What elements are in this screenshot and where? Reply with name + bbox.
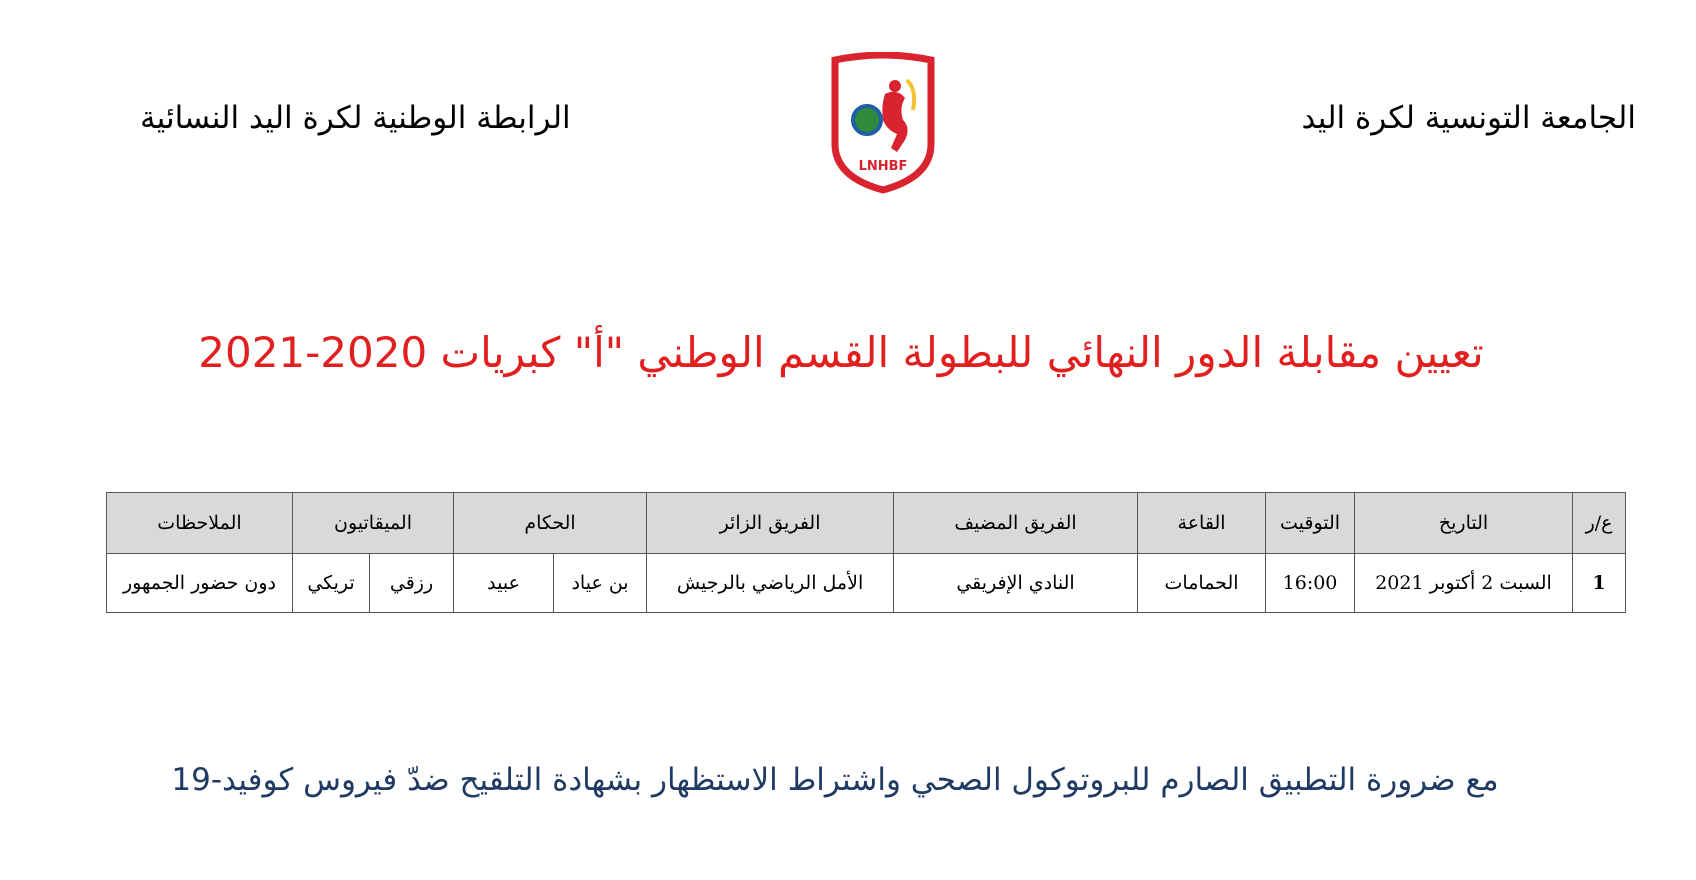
league-logo	[823, 52, 943, 194]
header-num: ع/ر	[1573, 493, 1626, 554]
cell-venue: الحمامات	[1138, 554, 1266, 613]
table-row	[107, 554, 1626, 613]
cell-away-team: الأمل الرياضي بالرجيش	[647, 554, 894, 613]
cell-timekeeper-2: تريكي	[293, 554, 370, 613]
cell-date: السبت 2 أكتوبر 2021	[1355, 554, 1573, 613]
page-title	[0, 328, 1696, 377]
page-title-text: تعيين مقابلة الدور النهائي للبطولة القسم الوطني "أ" كبريات 2020-2021	[198, 328, 1484, 377]
health-protocol-note	[0, 762, 1696, 798]
league-name: الرابطة الوطنية لكرة اليد النسائية	[140, 100, 571, 136]
cell-time: 16:00	[1266, 554, 1355, 613]
header-home-team: الفريق المضيف	[894, 493, 1138, 554]
header-away-team: الفريق الزائر	[647, 493, 894, 554]
cell-notes: دون حضور الجمهور	[107, 554, 293, 613]
header-date: التاريخ	[1355, 493, 1573, 554]
header-notes: الملاحظات	[107, 493, 293, 554]
table-header-row	[107, 493, 1626, 554]
cell-referee-2: عبيد	[454, 554, 554, 613]
header-time: التوقيت	[1266, 493, 1355, 554]
header-venue: القاعة	[1138, 493, 1266, 554]
health-protocol-text: مع ضرورة التطبيق الصارم للبروتوكول الصحي واشتراط الاستظهار بشهادة التلقيح ضدّ فيروس كوفيد-19	[171, 762, 1499, 798]
cell-referee-1: بن عياد	[554, 554, 647, 613]
cell-num: 1	[1573, 554, 1626, 613]
cell-home-team: النادي الإفريقي	[894, 554, 1138, 613]
schedule-table	[106, 492, 1626, 613]
cell-timekeeper-1: رزقي	[370, 554, 454, 613]
header-referees: الحكام	[454, 493, 647, 554]
logo-text: LNHBF	[858, 159, 908, 174]
federation-name: الجامعة التونسية لكرة اليد	[1301, 100, 1636, 136]
header-timekeepers: الميقاتيون	[293, 493, 454, 554]
